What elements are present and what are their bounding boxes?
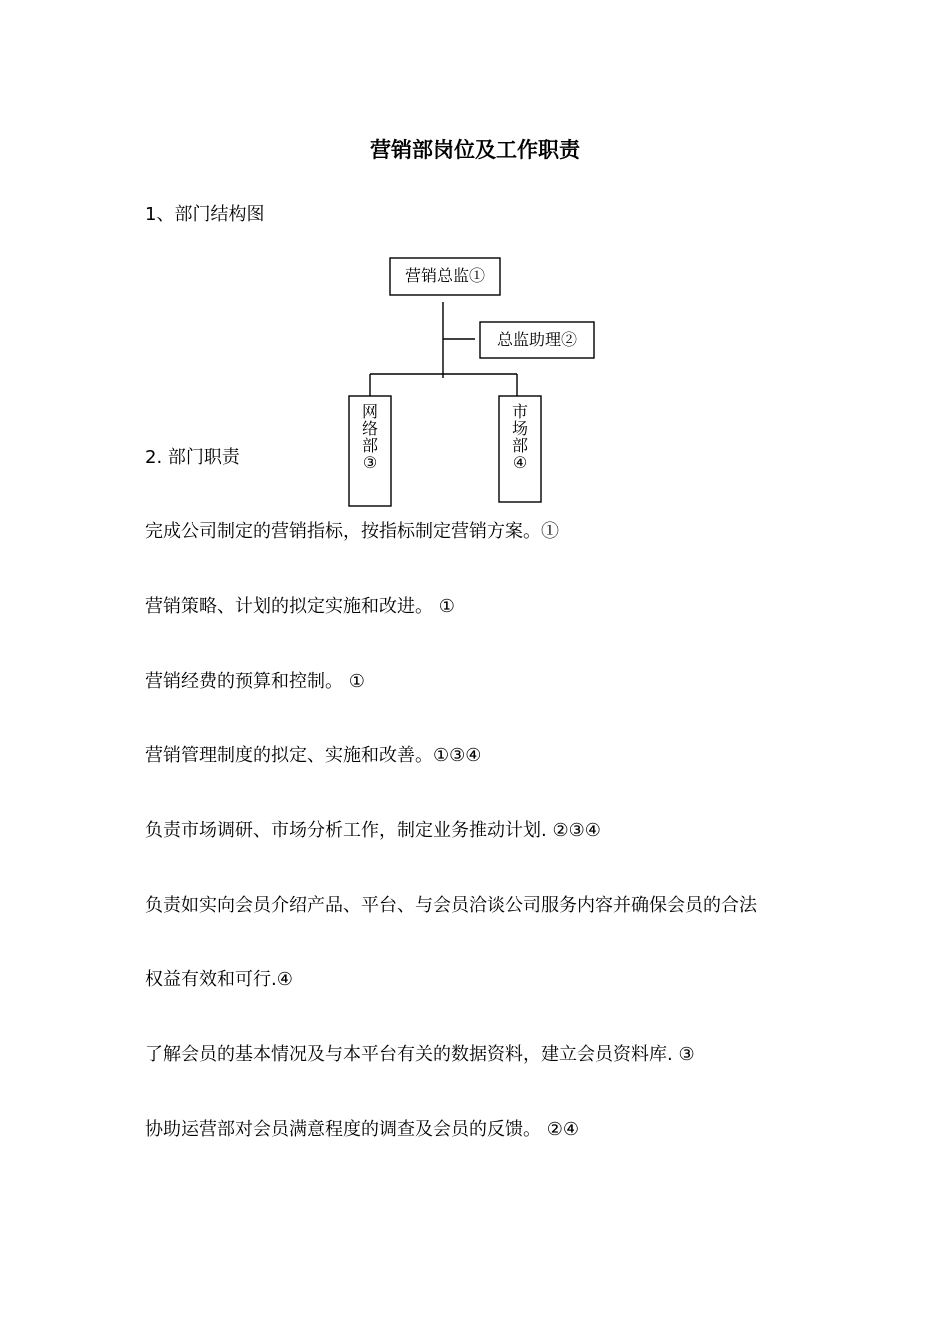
duty-text: 完成公司制定的营销指标， bbox=[145, 521, 361, 542]
duty-text: 营销策略、计划的拟定实施和改进。 bbox=[145, 596, 433, 617]
duty-item bbox=[145, 1043, 695, 1067]
duty-item-continuation bbox=[145, 968, 293, 992]
org-label-network-2: 部 bbox=[361, 436, 379, 455]
duty-text: 营销经费的预算和控制。 bbox=[145, 671, 343, 692]
org-label-director: 营销总监① bbox=[404, 266, 486, 285]
duty-tail: ②④ bbox=[541, 1119, 579, 1140]
org-label-assistant: 总监助理② bbox=[496, 330, 578, 349]
duty-item bbox=[145, 819, 601, 843]
org-label-network-1: 络 bbox=[361, 419, 379, 438]
duty-tail: ① bbox=[433, 596, 455, 617]
duty-tail: ②③④ bbox=[546, 820, 601, 841]
duty-text: 权益有效和可行. bbox=[145, 969, 277, 990]
org-chart bbox=[0, 0, 950, 520]
duty-item bbox=[145, 520, 559, 544]
section-heading-structure: 1、部门结构图 bbox=[145, 204, 265, 225]
org-label-market-2: 部 bbox=[511, 436, 529, 455]
duty-text: 了解会员的基本情况及与本平台有关的数据资料，建立会员资料库. bbox=[145, 1044, 673, 1065]
section-heading-duties: 2. 部门职责 bbox=[145, 447, 240, 468]
org-label-network-3: ③ bbox=[362, 453, 378, 472]
duty-item bbox=[145, 670, 365, 694]
duty-item bbox=[145, 1118, 579, 1142]
duty-item bbox=[145, 894, 757, 918]
duty-tail: ③ bbox=[672, 1044, 695, 1065]
org-label-market-3: ④ bbox=[512, 453, 528, 472]
duty-item bbox=[145, 595, 455, 619]
document-title: 营销部岗位及工作职责 bbox=[370, 138, 580, 162]
duty-tail: 按指标制定营销方案。① bbox=[361, 521, 559, 542]
duty-item bbox=[145, 744, 481, 768]
org-label-network-0: 网 bbox=[361, 402, 379, 421]
duty-tail: ④ bbox=[276, 969, 293, 990]
duty-text: 负责市场调研、市场分析工作，制定业务推动计划. bbox=[145, 820, 547, 841]
duty-tail: ① bbox=[343, 671, 365, 692]
duty-text: 营销管理制度的拟定、实施和改善。 bbox=[145, 745, 433, 766]
duty-tail: ①③④ bbox=[433, 745, 482, 766]
org-label-market-1: 场 bbox=[511, 419, 529, 438]
org-label-market-0: 市 bbox=[511, 402, 529, 421]
duty-text: 负责如实向会员介绍产品、平台、与会员洽谈公司服务内容并确保会员的合法 bbox=[145, 895, 757, 916]
duty-text: 协助运营部对会员满意程度的调查及会员的反馈。 bbox=[145, 1119, 541, 1140]
